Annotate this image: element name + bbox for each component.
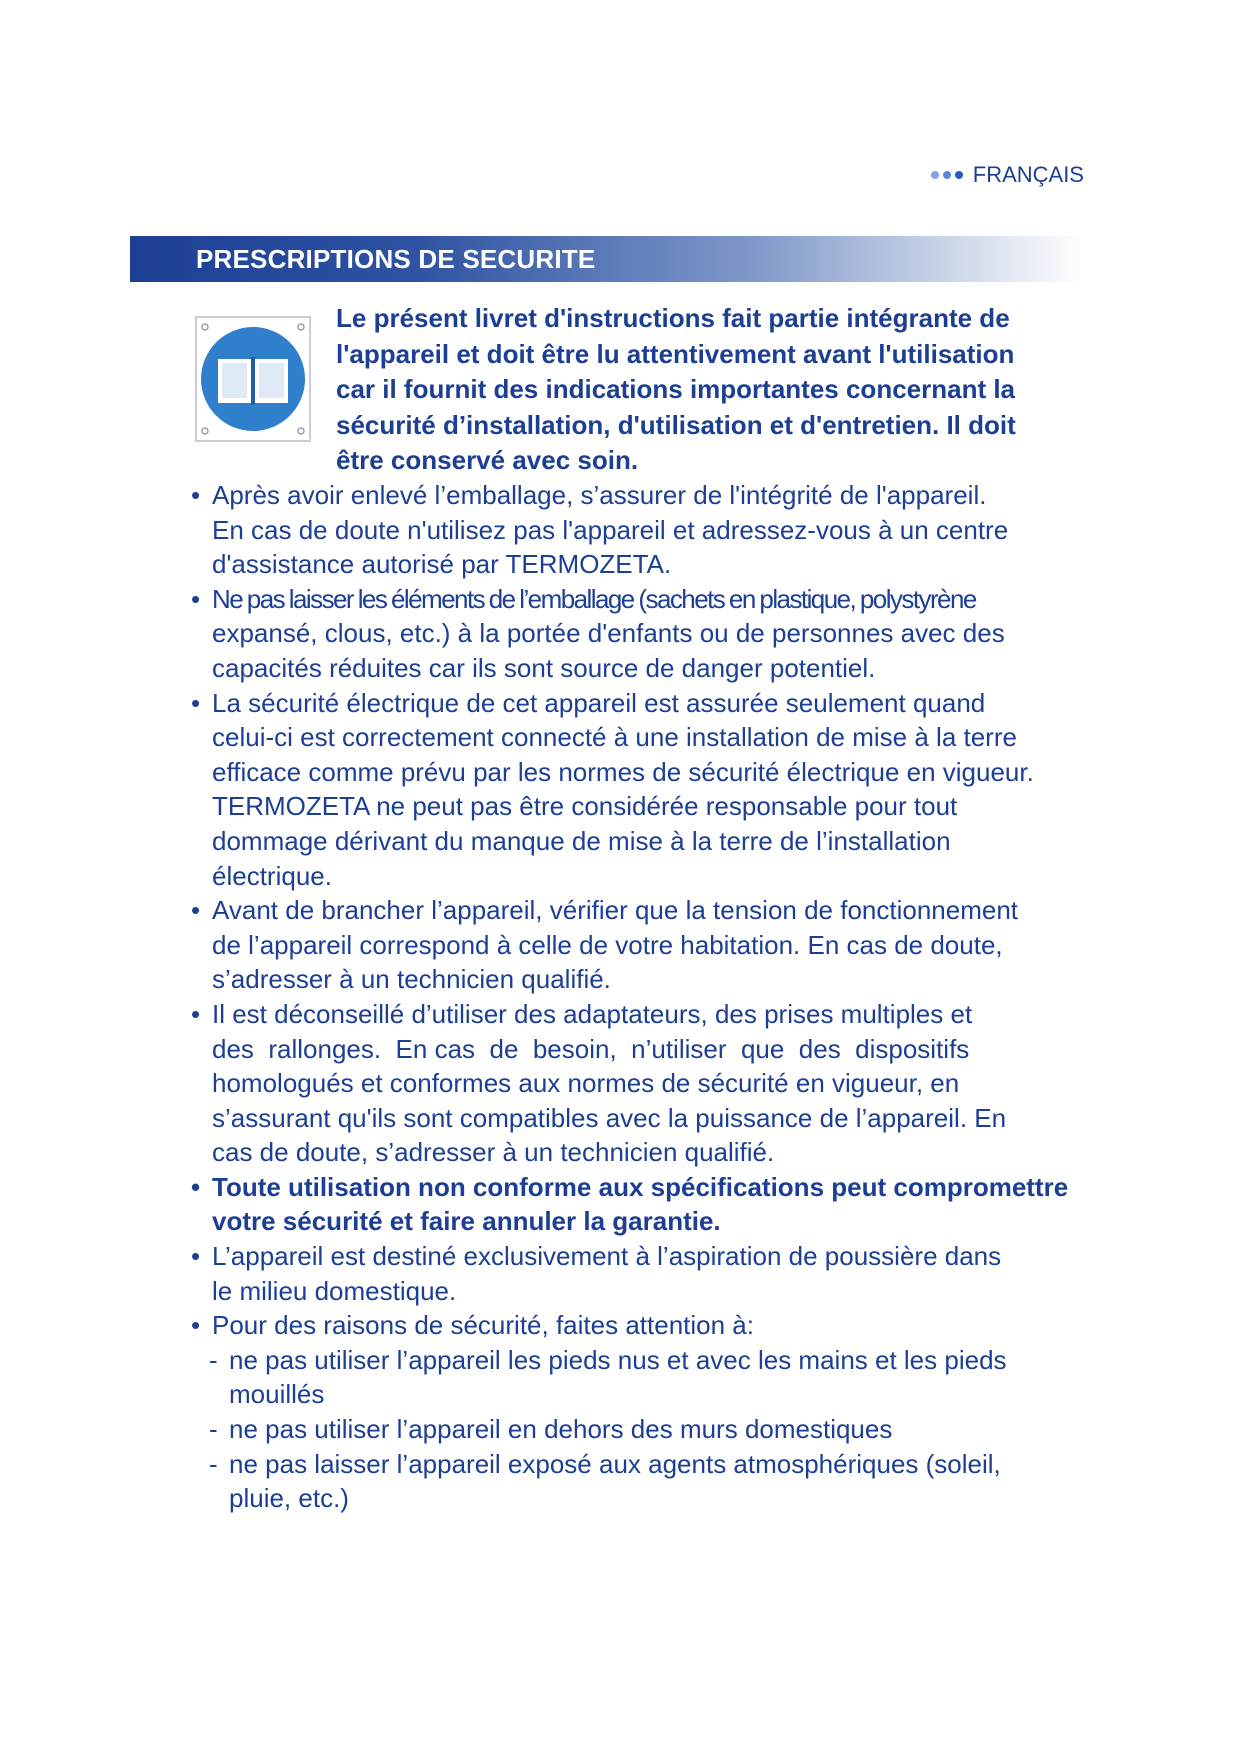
intro-line: Le présent livret d'instructions fait partie intégrante de [336, 303, 1010, 333]
bullet-icon: • [191, 480, 201, 510]
section-banner [130, 236, 1085, 282]
bullet-icon: • [191, 1241, 201, 1272]
section-title: PRESCRIPTIONS DE SECURITE [196, 244, 596, 274]
bullet-icon: • [191, 895, 201, 926]
list-item: • La sécurité électrique de cet appareil est assurée seulement quand celui-ci est correctement connecté à une installation de mise à la terre efficace comme prévu par les normes de sécurité électrique en vigueur. TERMOZETA ne peut pas être considérée responsable pour tout dommage dérivant du manque de mise à la terre de l’installation électrique. [191, 687, 1034, 891]
list-item: • Après avoir enlevé l’emballage, s’assurer de l'intégrité de l'appareil. En cas de doute n'utilisez pas l'appareil et adressez-vous à un centre d'assistance autorisé par TERMOZETA. [191, 480, 1009, 580]
sub-list-item: - ne pas laisser l’appareil exposé aux agents atmosphériques (soleil, pluie, etc.) [209, 1448, 1001, 1514]
language-indicator [931, 162, 1084, 188]
sub-list-item: - ne pas utiliser l’appareil en dehors des murs domestiques [191, 1412, 1201, 1447]
intro-line: car il fournit des indications importantes concernant la [336, 374, 1016, 404]
list-item: • Avant de brancher l’appareil, vérifier que la tension de fonctionnement de l’appareil correspond à celle de votre habitation. En cas de doute, s’adresser à un technicien qualifié. [191, 895, 1019, 995]
list-item: • L’appareil est destiné exclusivement à l’aspiration de poussière dans le milieu domestique. [191, 1241, 1002, 1306]
sub-list-item: - ne pas utiliser l’appareil les pieds nus et avec les mains et les pieds mouillés [209, 1344, 1007, 1410]
list-item: • Pour des raisons de sécurité, faites attention à: [191, 1308, 1201, 1343]
list-item: • Il est déconseillé d’utiliser des adaptateurs, des prises multiples et des rallonges. En cas de besoin, n’utiliser que des dispositifs homologués et conformes aux normes de sécurité en vigueur, en s’assurant qu'ils sont compatibles avec la puissance de l’appareil. En cas de doute, s’adresser à un technicien qualifié. [191, 998, 1007, 1168]
list-item-warning: • Toute utilisation non conforme aux spécifications peut compromettre votre sécurité et faire annuler la garantie. [191, 1171, 1069, 1237]
safety-list [191, 478, 1201, 1516]
intro-text [336, 301, 1116, 479]
intro-line: sécurité d’installation, d'utilisation et d'entretien. Il doit [336, 409, 1016, 440]
list-item: • Ne pas laisser les éléments de l’emballage (sachets en plastique, polystyrène expansé, clous, etc.) à la portée d'enfants ou de personnes avec des capacités réduites car ils sont source de danger potentiel. [191, 583, 1005, 683]
bullet-icon: • [191, 583, 201, 614]
bullet-icon: • [191, 998, 201, 1029]
bullet-icon: • [191, 1310, 201, 1341]
bullet-icon: • [191, 1171, 201, 1202]
language-label: FRANÇAIS [972, 162, 1084, 187]
intro-line: être conservé avec soin. [336, 445, 639, 475]
dash-icon: - [209, 1414, 218, 1445]
read-manual-icon [195, 316, 311, 442]
bullet-icon: • [191, 687, 201, 718]
dots-decoration [931, 171, 963, 179]
intro-line: l'appareil et doit être lu attentivement avant l'utilisation [336, 338, 1015, 369]
dash-icon: - [209, 1344, 218, 1375]
dash-icon: - [209, 1448, 218, 1479]
